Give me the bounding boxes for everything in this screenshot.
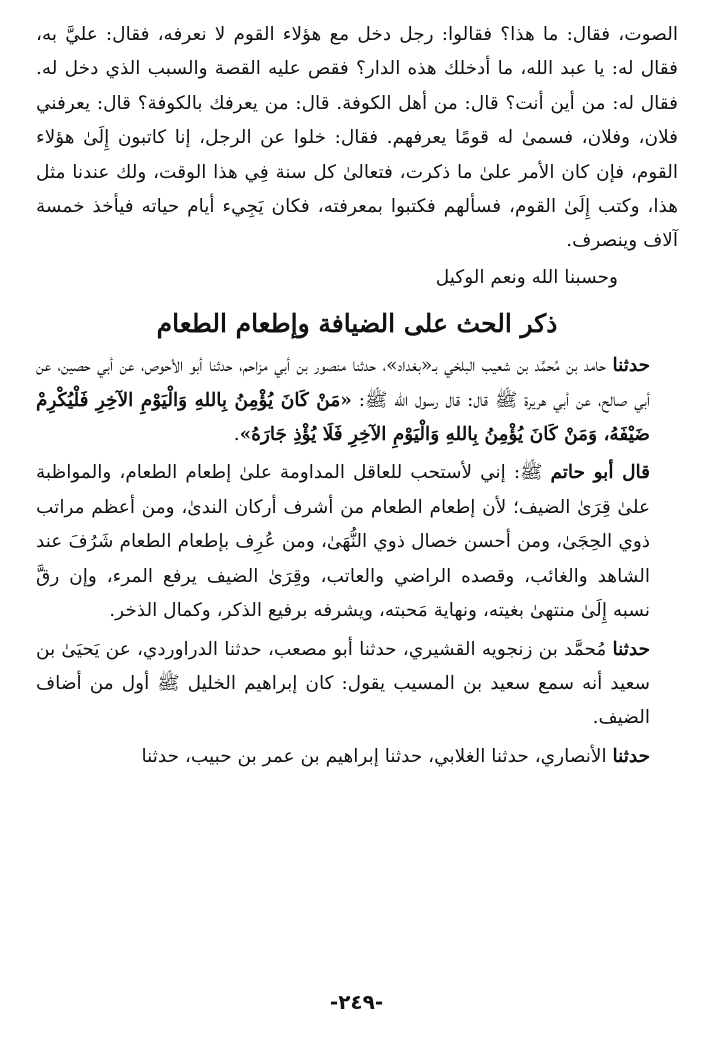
page-body xyxy=(36,18,678,774)
paragraph-text: حامد بن مُحمَّد بن شعيب البلخي بـ«بغداد»، حدثنا منصور بن أبي مزاحم، حدثنا أبو الأحوص، عن أبي حصين، عن أبي صالح، عن أبي هريرة ﷺ قال: قال رسول الله ﷺ: xyxy=(36,355,650,411)
paragraph-hadith-2 xyxy=(36,633,678,736)
paragraph-story-end: الصوت، فقال: ما هذا؟ فقالوا: رجل دخل مع هؤلاء القوم لا نعرفه، فقال: عليَّ به، فقال له: يا عبد الله، ما أدخلك هذه الدار؟ فقص عليه القصة والسبب الذي دخل له. فقال له: من أين أنت؟ قال: من أهل الكوفة. قال: من يعرفك بالكوفة؟ قال: يعرفني فلان، وفلان، فسمىٰ له قومًا يعرفهم. فقال: خلوا عن الرجل، إنا كاتبون إِلَىٰ هؤلاء القوم، فإن كان الأمر علىٰ ما ذكرت، فتعالىٰ كل سنة فِي هذا الوقت، ولك عندنا مثل هذا، وكتب إِلَىٰ القوم، فسألهم فكتبوا بمعرفته، فكان يَجِيء أيام حياته فيأخذ خمسة آلاف وينصرف. xyxy=(36,24,678,252)
closing-phrase: وحسبنا الله ونعم الوكيل xyxy=(435,266,618,288)
section-heading: ذكر الحث على الضيافة وإطعام الطعام xyxy=(156,309,558,339)
paragraph-commentary xyxy=(36,456,678,628)
paragraph-hadith-3 xyxy=(36,740,678,774)
paragraph-text: الأنصاري، حدثنا الغلابي، حدثنا إبراهيم بن عمر بن حبيب، حدثنا xyxy=(141,745,613,767)
paragraph-end: . xyxy=(233,424,240,446)
paragraph-text: ﷺ: إني لأستحب للعاقل المداومة علىٰ إطعام الطعام، والمواظبة علىٰ قِرَىٰ الضيف؛ لأن إطعام الطعام من أشرف أركان الندىٰ، ومن أعظم مراتب ذوي الحِجَىٰ، ومن أحسن خصال ذوي النُّهَىٰ، ومن عُرِف بإطعام الطعام شَرُفَ عند الشاهد والغائب، وقصده الراضي والعاتب، وقِرَىٰ الضيف يرفع المرء، وإن رقَّ نسبه إِلَىٰ منتهىٰ بغيته، ونهاية مَحبته، ويشرفه برفيع الذكر، وكمال الذخر. xyxy=(36,462,650,622)
paragraph-text: مُحمَّد بن زنجويه القشيري، حدثنا أبو مصعب، حدثنا الدراوردي، عن يَحيَىٰ بن سعيد أنه سمع سعيد بن المسيب يقول: كان إبراهيم الخليل ﷺ أول من أضاف الضيف. xyxy=(36,638,650,729)
paragraph-hadith-1 xyxy=(36,349,678,452)
paragraph-lead: حدثنا xyxy=(612,355,650,377)
page-number: -٢٤٩- xyxy=(329,990,384,1014)
paragraph-lead: قال أبو حاتم xyxy=(550,462,650,484)
paragraph-lead: حدثنا xyxy=(612,745,650,767)
hadith-quote: «مَنْ كَانَ يُؤْمِنُ بِاللهِ وَالْيَوْمِ الآخِرِ فَلْيُكْرِمْ ضَيْفَهُ، وَمَنْ كَانَ يُؤْمِنُ بِاللهِ وَالْيَوْمِ الآخِرِ فَلَا يُؤْذِ جَارَهُ» xyxy=(36,389,650,446)
paragraph-lead: حدثنا xyxy=(612,638,650,660)
